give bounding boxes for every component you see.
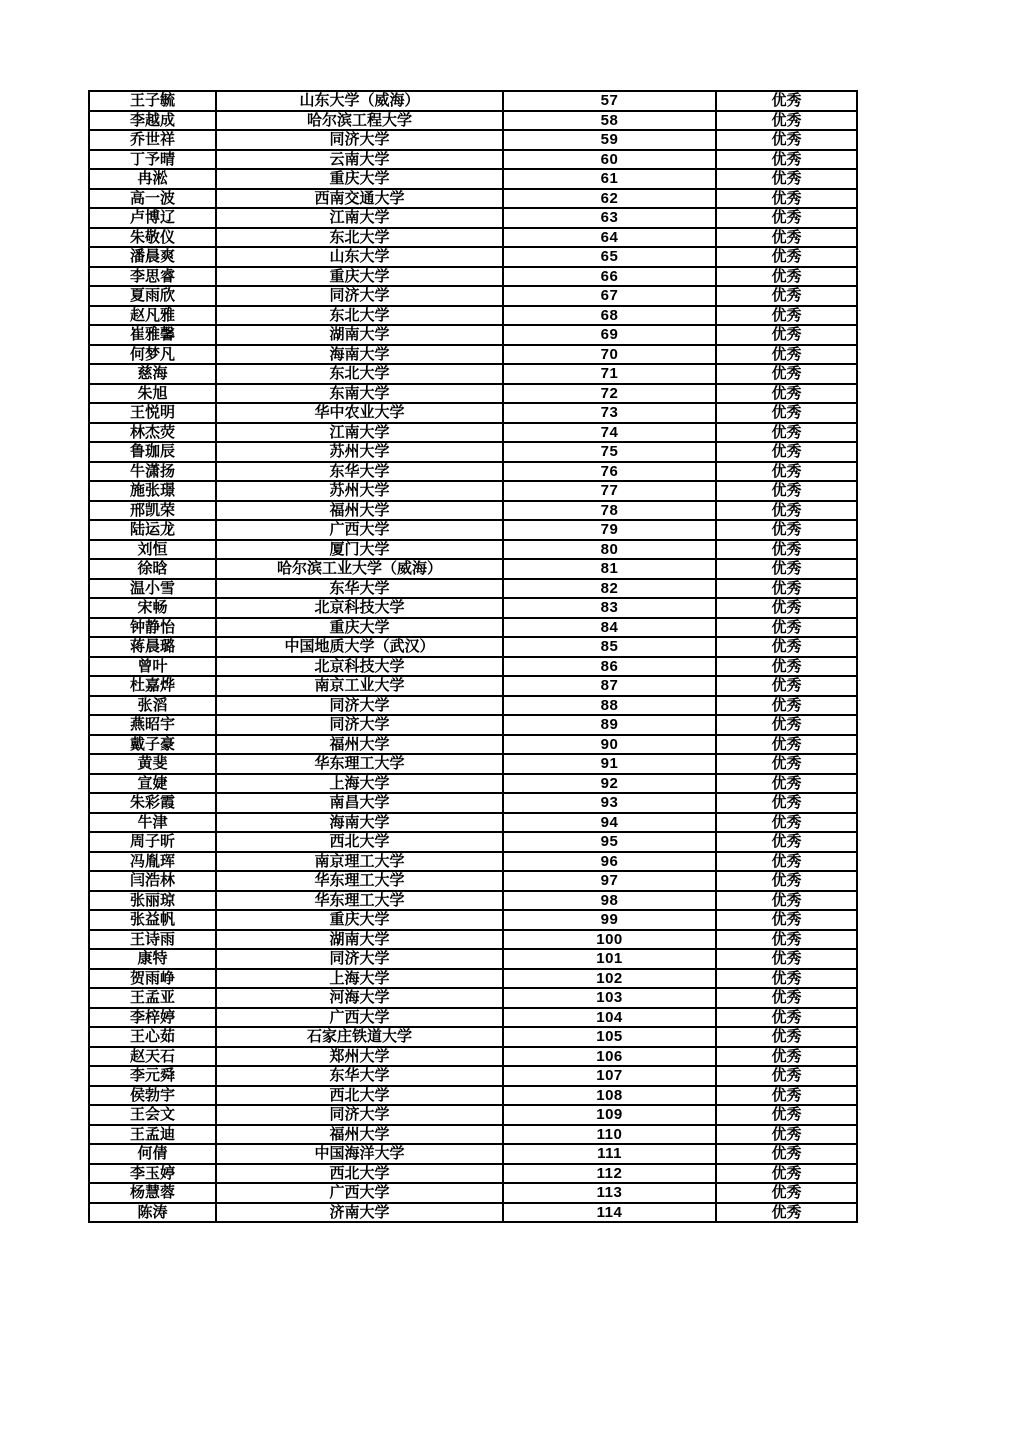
student-name-cell: 戴子豪 (89, 735, 216, 755)
school-cell: 东北大学 (216, 306, 503, 326)
student-name-cell: 闫浩林 (89, 871, 216, 891)
number-cell: 72 (503, 384, 716, 404)
table-row (89, 774, 857, 794)
table-row (89, 306, 857, 326)
number-cell: 101 (503, 949, 716, 969)
number-cell: 91 (503, 754, 716, 774)
school-cell: 济南大学 (216, 1203, 503, 1223)
student-name-cell: 杜嘉烨 (89, 676, 216, 696)
grade-cell: 优秀 (716, 930, 857, 950)
number-cell: 106 (503, 1047, 716, 1067)
student-name-cell: 钟静怡 (89, 618, 216, 638)
number-cell: 57 (503, 91, 716, 111)
school-cell: 同济大学 (216, 696, 503, 716)
number-cell: 105 (503, 1027, 716, 1047)
student-name-cell: 陈涛 (89, 1203, 216, 1223)
grade-cell: 优秀 (716, 832, 857, 852)
grade-cell: 优秀 (716, 267, 857, 287)
table-row (89, 520, 857, 540)
table-row (89, 228, 857, 248)
table-row (89, 930, 857, 950)
number-cell: 59 (503, 130, 716, 150)
grade-cell: 优秀 (716, 637, 857, 657)
student-name-cell: 张丽琼 (89, 891, 216, 911)
school-cell: 重庆大学 (216, 618, 503, 638)
number-cell: 65 (503, 247, 716, 267)
grade-cell: 优秀 (716, 910, 857, 930)
student-name-cell: 夏雨欣 (89, 286, 216, 306)
student-name-cell: 贺雨峥 (89, 969, 216, 989)
student-name-cell: 丁予晴 (89, 150, 216, 170)
number-cell: 99 (503, 910, 716, 930)
student-name-cell: 朱敬仪 (89, 228, 216, 248)
school-cell: 南京理工大学 (216, 852, 503, 872)
student-name-cell: 何梦凡 (89, 345, 216, 365)
school-cell: 石家庄铁道大学 (216, 1027, 503, 1047)
school-cell: 上海大学 (216, 774, 503, 794)
table-row (89, 871, 857, 891)
school-cell: 山东大学（威海） (216, 91, 503, 111)
grade-cell: 优秀 (716, 1105, 857, 1125)
table-row (89, 891, 857, 911)
grade-cell: 优秀 (716, 501, 857, 521)
grade-cell: 优秀 (716, 891, 857, 911)
school-cell: 东南大学 (216, 384, 503, 404)
student-name-cell: 牛津 (89, 813, 216, 833)
table-row (89, 423, 857, 443)
school-cell: 中国地质大学（武汉） (216, 637, 503, 657)
number-cell: 58 (503, 111, 716, 131)
grade-cell: 优秀 (716, 540, 857, 560)
table-body (89, 91, 857, 1222)
table-row (89, 910, 857, 930)
table-row (89, 813, 857, 833)
number-cell: 70 (503, 345, 716, 365)
table-row (89, 462, 857, 482)
student-name-cell: 赵天石 (89, 1047, 216, 1067)
table-row (89, 1047, 857, 1067)
table-row (89, 1066, 857, 1086)
table-row (89, 540, 857, 560)
grade-cell: 优秀 (716, 852, 857, 872)
number-cell: 62 (503, 189, 716, 209)
school-cell: 同济大学 (216, 949, 503, 969)
grade-cell: 优秀 (716, 676, 857, 696)
number-cell: 96 (503, 852, 716, 872)
school-cell: 西北大学 (216, 1086, 503, 1106)
table-row (89, 793, 857, 813)
table-row (89, 852, 857, 872)
table-row (89, 247, 857, 267)
student-name-cell: 温小雪 (89, 579, 216, 599)
student-name-cell: 黄斐 (89, 754, 216, 774)
number-cell: 73 (503, 403, 716, 423)
school-cell: 南京工业大学 (216, 676, 503, 696)
school-cell: 西北大学 (216, 1164, 503, 1184)
school-cell: 海南大学 (216, 813, 503, 833)
school-cell: 华东理工大学 (216, 754, 503, 774)
number-cell: 75 (503, 442, 716, 462)
student-name-cell: 邢凯荣 (89, 501, 216, 521)
grade-cell: 优秀 (716, 228, 857, 248)
school-cell: 华中农业大学 (216, 403, 503, 423)
student-name-cell: 慈海 (89, 364, 216, 384)
number-cell: 82 (503, 579, 716, 599)
table-row (89, 130, 857, 150)
grade-cell: 优秀 (716, 793, 857, 813)
table-row (89, 969, 857, 989)
student-name-cell: 张益帆 (89, 910, 216, 930)
school-cell: 哈尔滨工业大学（威海） (216, 559, 503, 579)
grade-cell: 优秀 (716, 423, 857, 443)
table-row (89, 1203, 857, 1223)
grade-cell: 优秀 (716, 345, 857, 365)
table-row (89, 754, 857, 774)
number-cell: 77 (503, 481, 716, 501)
grade-cell: 优秀 (716, 1164, 857, 1184)
student-name-cell: 李思睿 (89, 267, 216, 287)
grade-cell: 优秀 (716, 696, 857, 716)
student-name-cell: 卢博辽 (89, 208, 216, 228)
school-cell: 江南大学 (216, 208, 503, 228)
number-cell: 68 (503, 306, 716, 326)
school-cell: 南昌大学 (216, 793, 503, 813)
number-cell: 92 (503, 774, 716, 794)
number-cell: 89 (503, 715, 716, 735)
school-cell: 同济大学 (216, 130, 503, 150)
student-name-cell: 杨慧蓉 (89, 1183, 216, 1203)
school-cell: 东北大学 (216, 364, 503, 384)
grade-cell: 优秀 (716, 91, 857, 111)
number-cell: 94 (503, 813, 716, 833)
table-row (89, 91, 857, 111)
student-name-cell: 王心茹 (89, 1027, 216, 1047)
school-cell: 同济大学 (216, 286, 503, 306)
table-row (89, 325, 857, 345)
table-row (89, 637, 857, 657)
grade-cell: 优秀 (716, 150, 857, 170)
school-cell: 厦门大学 (216, 540, 503, 560)
table-row (89, 1008, 857, 1028)
school-cell: 上海大学 (216, 969, 503, 989)
school-cell: 福州大学 (216, 735, 503, 755)
grade-cell: 优秀 (716, 364, 857, 384)
number-cell: 109 (503, 1105, 716, 1125)
student-name-cell: 徐晗 (89, 559, 216, 579)
grade-cell: 优秀 (716, 481, 857, 501)
school-cell: 苏州大学 (216, 442, 503, 462)
number-cell: 88 (503, 696, 716, 716)
student-name-cell: 乔世祥 (89, 130, 216, 150)
school-cell: 东华大学 (216, 1066, 503, 1086)
table-row (89, 442, 857, 462)
number-cell: 78 (503, 501, 716, 521)
school-cell: 西南交通大学 (216, 189, 503, 209)
grade-cell: 优秀 (716, 754, 857, 774)
student-name-cell: 牛潇扬 (89, 462, 216, 482)
grade-cell: 优秀 (716, 559, 857, 579)
grade-cell: 优秀 (716, 579, 857, 599)
grade-cell: 优秀 (716, 1144, 857, 1164)
number-cell: 95 (503, 832, 716, 852)
number-cell: 113 (503, 1183, 716, 1203)
grade-cell: 优秀 (716, 442, 857, 462)
student-name-cell: 宋畅 (89, 598, 216, 618)
student-name-cell: 冉淞 (89, 169, 216, 189)
student-name-cell: 曾叶 (89, 657, 216, 677)
grade-cell: 优秀 (716, 208, 857, 228)
grade-cell: 优秀 (716, 1008, 857, 1028)
table-row (89, 1164, 857, 1184)
school-cell: 东华大学 (216, 462, 503, 482)
student-name-cell: 张滔 (89, 696, 216, 716)
student-name-cell: 李元舜 (89, 1066, 216, 1086)
student-name-cell: 鲁珈辰 (89, 442, 216, 462)
student-name-cell: 赵凡雅 (89, 306, 216, 326)
student-name-cell: 王孟迪 (89, 1125, 216, 1145)
table-row (89, 1105, 857, 1125)
table-row (89, 618, 857, 638)
student-name-cell: 崔雅馨 (89, 325, 216, 345)
number-cell: 97 (503, 871, 716, 891)
school-cell: 海南大学 (216, 345, 503, 365)
student-name-cell: 李梓婷 (89, 1008, 216, 1028)
student-name-cell: 宣婕 (89, 774, 216, 794)
number-cell: 114 (503, 1203, 716, 1223)
grade-cell: 优秀 (716, 1027, 857, 1047)
student-grade-table-sheet (88, 90, 856, 1223)
student-name-cell: 周子昕 (89, 832, 216, 852)
grade-cell: 优秀 (716, 403, 857, 423)
number-cell: 83 (503, 598, 716, 618)
table-row (89, 403, 857, 423)
grade-cell: 优秀 (716, 598, 857, 618)
number-cell: 112 (503, 1164, 716, 1184)
grade-cell: 优秀 (716, 169, 857, 189)
number-cell: 86 (503, 657, 716, 677)
school-cell: 同济大学 (216, 715, 503, 735)
school-cell: 江南大学 (216, 423, 503, 443)
school-cell: 同济大学 (216, 1105, 503, 1125)
table-row (89, 345, 857, 365)
table-row (89, 715, 857, 735)
grade-cell: 优秀 (716, 325, 857, 345)
student-name-cell: 陆运龙 (89, 520, 216, 540)
school-cell: 福州大学 (216, 1125, 503, 1145)
table-row (89, 988, 857, 1008)
grade-cell: 优秀 (716, 657, 857, 677)
number-cell: 63 (503, 208, 716, 228)
table-row (89, 501, 857, 521)
table-row (89, 598, 857, 618)
school-cell: 华东理工大学 (216, 891, 503, 911)
student-name-cell: 康特 (89, 949, 216, 969)
table-row (89, 1027, 857, 1047)
number-cell: 111 (503, 1144, 716, 1164)
grade-cell: 优秀 (716, 715, 857, 735)
student-name-cell: 高一波 (89, 189, 216, 209)
school-cell: 重庆大学 (216, 267, 503, 287)
student-name-cell: 王会文 (89, 1105, 216, 1125)
grade-cell: 优秀 (716, 813, 857, 833)
student-name-cell: 冯胤珲 (89, 852, 216, 872)
table-row (89, 735, 857, 755)
number-cell: 69 (503, 325, 716, 345)
table-row (89, 1144, 857, 1164)
grade-cell: 优秀 (716, 1125, 857, 1145)
number-cell: 85 (503, 637, 716, 657)
number-cell: 67 (503, 286, 716, 306)
student-name-cell: 王子毓 (89, 91, 216, 111)
grade-cell: 优秀 (716, 735, 857, 755)
student-name-cell: 林杰荧 (89, 423, 216, 443)
table-row (89, 657, 857, 677)
student-name-cell: 王孟亚 (89, 988, 216, 1008)
grade-cell: 优秀 (716, 1086, 857, 1106)
school-cell: 哈尔滨工程大学 (216, 111, 503, 131)
grade-cell: 优秀 (716, 871, 857, 891)
table-row (89, 481, 857, 501)
school-cell: 广西大学 (216, 1008, 503, 1028)
student-name-cell: 王悦明 (89, 403, 216, 423)
number-cell: 93 (503, 793, 716, 813)
table-row (89, 267, 857, 287)
student-name-cell: 刘恒 (89, 540, 216, 560)
number-cell: 66 (503, 267, 716, 287)
grade-cell: 优秀 (716, 618, 857, 638)
grade-cell: 优秀 (716, 1203, 857, 1223)
table-row (89, 169, 857, 189)
table-row (89, 579, 857, 599)
student-name-cell: 蒋晨璐 (89, 637, 216, 657)
school-cell: 重庆大学 (216, 910, 503, 930)
school-cell: 苏州大学 (216, 481, 503, 501)
grade-cell: 优秀 (716, 189, 857, 209)
student-name-cell: 朱彩霞 (89, 793, 216, 813)
student-name-cell: 施张璟 (89, 481, 216, 501)
student-name-cell: 潘晨爽 (89, 247, 216, 267)
number-cell: 76 (503, 462, 716, 482)
grade-cell: 优秀 (716, 462, 857, 482)
number-cell: 84 (503, 618, 716, 638)
grade-cell: 优秀 (716, 1183, 857, 1203)
school-cell: 重庆大学 (216, 169, 503, 189)
table-row (89, 1086, 857, 1106)
school-cell: 云南大学 (216, 150, 503, 170)
student-name-cell: 燕昭宇 (89, 715, 216, 735)
student-name-cell: 王诗雨 (89, 930, 216, 950)
school-cell: 东华大学 (216, 579, 503, 599)
school-cell: 中国海洋大学 (216, 1144, 503, 1164)
school-cell: 山东大学 (216, 247, 503, 267)
student-name-cell: 侯勃宇 (89, 1086, 216, 1106)
grade-cell: 优秀 (716, 111, 857, 131)
school-cell: 河海大学 (216, 988, 503, 1008)
table-row (89, 384, 857, 404)
student-name-cell: 何倩 (89, 1144, 216, 1164)
school-cell: 西北大学 (216, 832, 503, 852)
grade-cell: 优秀 (716, 286, 857, 306)
table-row (89, 559, 857, 579)
number-cell: 60 (503, 150, 716, 170)
table-row (89, 208, 857, 228)
school-cell: 北京科技大学 (216, 598, 503, 618)
number-cell: 98 (503, 891, 716, 911)
number-cell: 107 (503, 1066, 716, 1086)
school-cell: 广西大学 (216, 520, 503, 540)
table-row (89, 949, 857, 969)
grade-cell: 优秀 (716, 1066, 857, 1086)
grade-cell: 优秀 (716, 306, 857, 326)
number-cell: 100 (503, 930, 716, 950)
number-cell: 64 (503, 228, 716, 248)
table-row (89, 286, 857, 306)
school-cell: 湖南大学 (216, 325, 503, 345)
grade-cell: 优秀 (716, 247, 857, 267)
table-row (89, 189, 857, 209)
table-row (89, 364, 857, 384)
grade-cell: 优秀 (716, 520, 857, 540)
table-row (89, 832, 857, 852)
grade-cell: 优秀 (716, 969, 857, 989)
student-grade-table (88, 90, 858, 1223)
school-cell: 湖南大学 (216, 930, 503, 950)
number-cell: 87 (503, 676, 716, 696)
student-name-cell: 朱旭 (89, 384, 216, 404)
grade-cell: 优秀 (716, 949, 857, 969)
number-cell: 110 (503, 1125, 716, 1145)
student-name-cell: 李越成 (89, 111, 216, 131)
table-row (89, 1183, 857, 1203)
number-cell: 71 (503, 364, 716, 384)
table-row (89, 150, 857, 170)
number-cell: 79 (503, 520, 716, 540)
table-row (89, 696, 857, 716)
number-cell: 102 (503, 969, 716, 989)
number-cell: 81 (503, 559, 716, 579)
grade-cell: 优秀 (716, 988, 857, 1008)
student-name-cell: 李玉婷 (89, 1164, 216, 1184)
school-cell: 广西大学 (216, 1183, 503, 1203)
school-cell: 郑州大学 (216, 1047, 503, 1067)
number-cell: 108 (503, 1086, 716, 1106)
grade-cell: 优秀 (716, 384, 857, 404)
table-row (89, 111, 857, 131)
school-cell: 华东理工大学 (216, 871, 503, 891)
grade-cell: 优秀 (716, 130, 857, 150)
table-row (89, 1125, 857, 1145)
number-cell: 80 (503, 540, 716, 560)
number-cell: 104 (503, 1008, 716, 1028)
number-cell: 61 (503, 169, 716, 189)
number-cell: 103 (503, 988, 716, 1008)
school-cell: 福州大学 (216, 501, 503, 521)
grade-cell: 优秀 (716, 1047, 857, 1067)
table-row (89, 676, 857, 696)
school-cell: 北京科技大学 (216, 657, 503, 677)
school-cell: 东北大学 (216, 228, 503, 248)
grade-cell: 优秀 (716, 774, 857, 794)
number-cell: 74 (503, 423, 716, 443)
number-cell: 90 (503, 735, 716, 755)
